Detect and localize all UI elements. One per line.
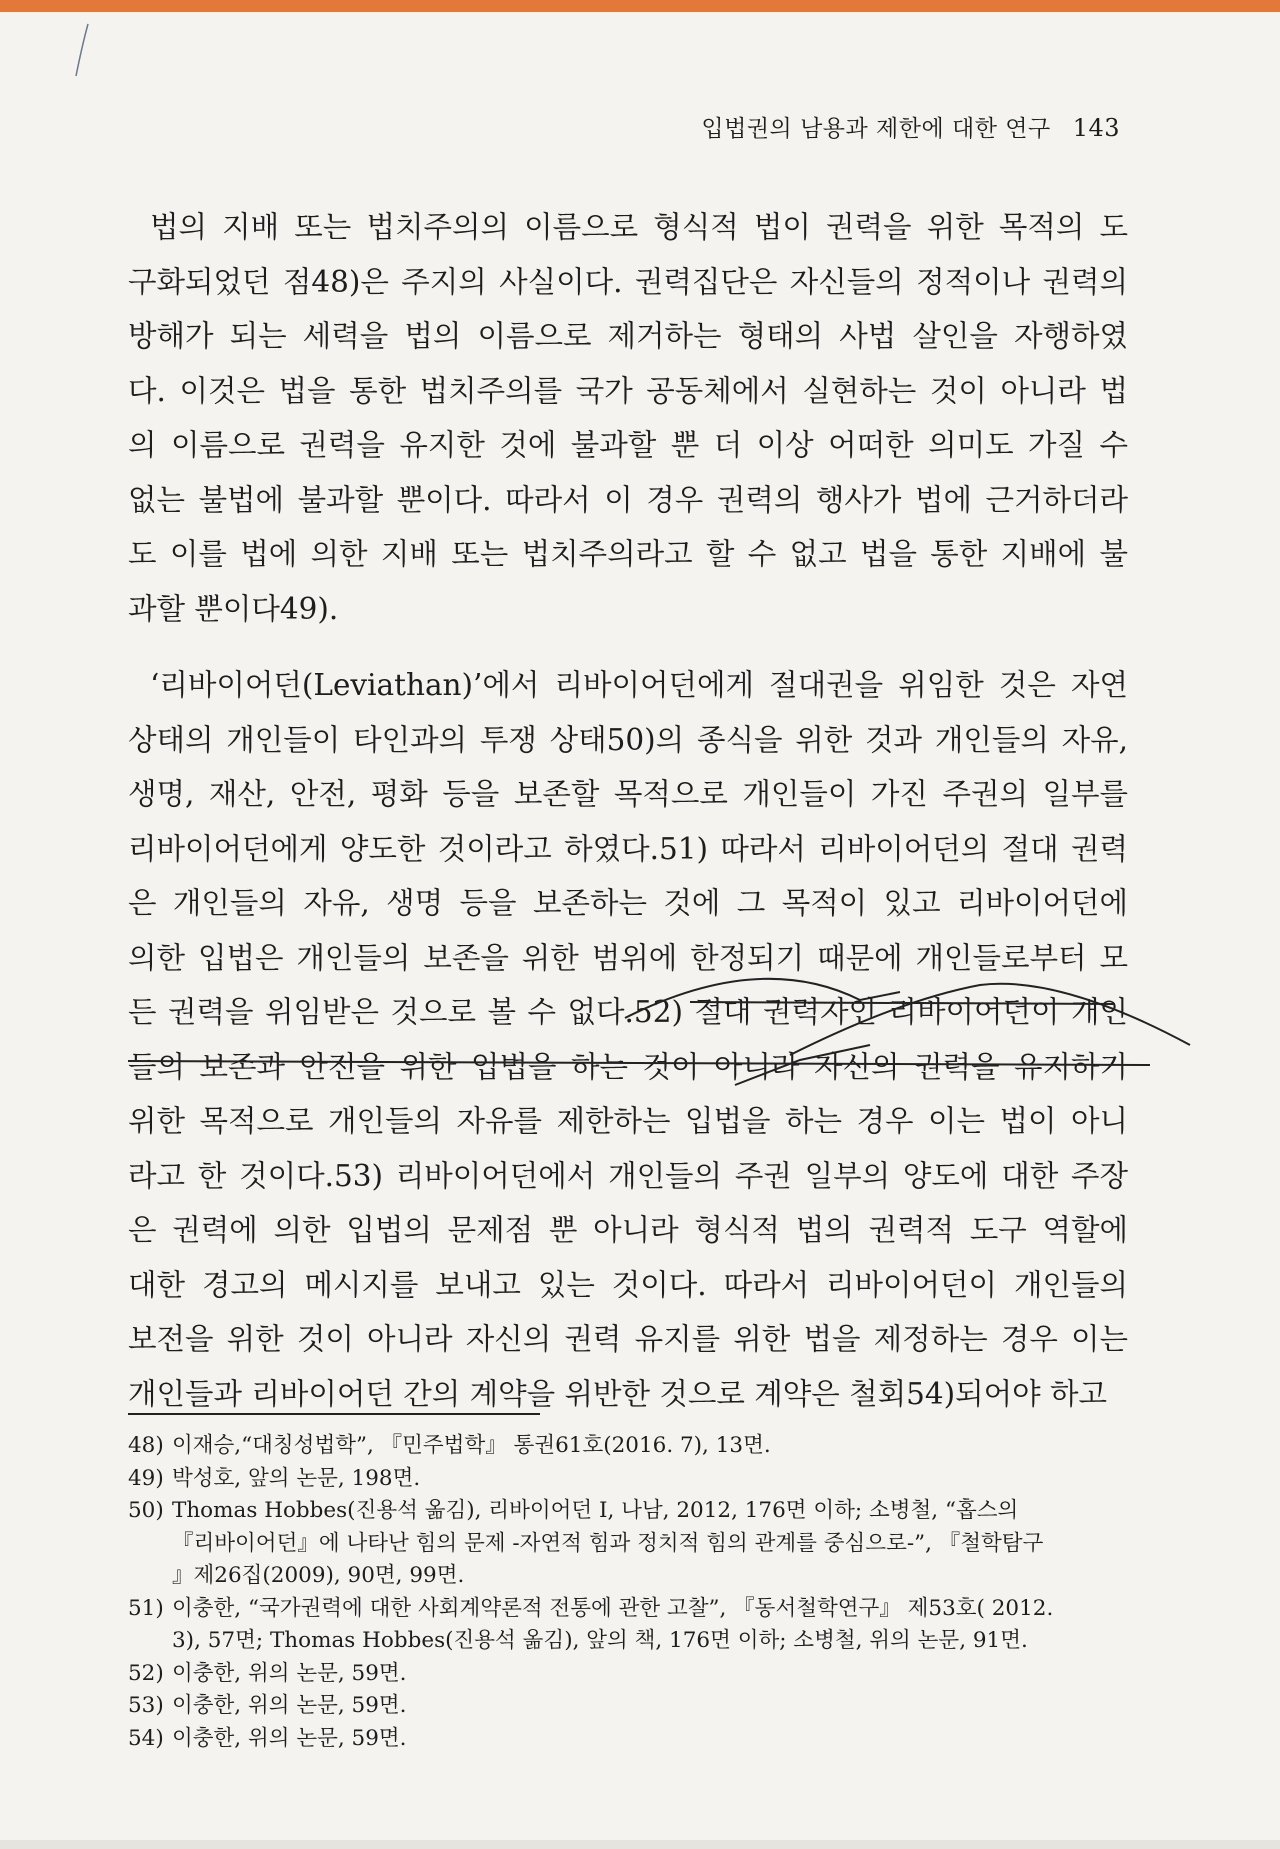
- footnote-text: [172, 1495, 1128, 1593]
- footnote-text: [172, 1658, 1128, 1691]
- footnote-number: 49): [128, 1465, 164, 1491]
- text-line: 의 이름으로 권력을 유지한 것에 불과할 뿐 더 이상 어떠한 의미도 가질 수: [128, 428, 1128, 462]
- footnotes: [128, 1430, 1128, 1755]
- text-line: ‘리바이어던(Leviathan)’에서 리바이어던에게 절대권을 위임한 것은 자연: [150, 668, 1128, 702]
- running-title: 입법권의 남용과 제한에 대한 연구: [701, 116, 1051, 142]
- text-line: 없는 불법에 불과할 뿐이다. 따라서 이 경우 권력의 행사가 법에 근거하더라: [128, 482, 1128, 517]
- text-line: 과할 뿐이다49).: [128, 591, 339, 626]
- footnote-number: 50): [128, 1498, 164, 1523]
- footnote-number: 54): [128, 1725, 164, 1751]
- footnote-line: 박성호, 앞의 논문, 198면.: [172, 1465, 421, 1491]
- footnote: [128, 1463, 1128, 1496]
- text-line: 다. 이것은 법을 통한 법치주의를 국가 공동체에서 실현하는 것이 아니라 법: [128, 373, 1128, 408]
- footnote-text: [172, 1690, 1128, 1723]
- text-line: 은 개인들의 자유, 생명 등을 보존하는 것에 그 목적이 있고 리바이어던에: [128, 886, 1128, 920]
- text-line: 법의 지배 또는 법치주의의 이름으로 형식적 법이 권력을 위한 목적의 도: [150, 210, 1128, 244]
- text-line: 생명, 재산, 안전, 평화 등을 보존할 목적으로 개인들이 가진 주권의 일부를: [128, 777, 1128, 811]
- text-line: 은 권력에 의한 입법의 문제점 뿐 아니라 형식적 법의 권력적 도구 역할에: [128, 1213, 1128, 1247]
- footnote-number: 48): [128, 1433, 164, 1458]
- page-top-edge: [0, 0, 1280, 12]
- page-number: 143: [1072, 114, 1120, 142]
- footnote-line: 이충한, “국가권력에 대한 사회계약론적 전통에 관한 고찰”, 『동서철학연구』 제53호( 2012.: [172, 1595, 1054, 1621]
- paragraph-gap: [128, 636, 1128, 658]
- text-line: 위한 목적으로 개인들의 자유를 제한하는 입법을 하는 경우 이는 법이 아니: [128, 1104, 1128, 1138]
- footnote: [128, 1690, 1128, 1723]
- footnote: [128, 1495, 1128, 1593]
- footnote-line: 이충한, 위의 논문, 59면.: [172, 1693, 407, 1718]
- footnote-number: 52): [128, 1660, 164, 1686]
- footnote-text: [172, 1723, 1128, 1756]
- footnote-line: 이재승,“대칭성법학”, 『민주법학』 통권61호(2016. 7), 13면.: [172, 1433, 771, 1458]
- text-line: 들의 보존과 안전을 위한 입법을 하는 것이 아니라 자신의 권력을 유지하기: [128, 1049, 1128, 1084]
- footnote-number: 53): [128, 1693, 164, 1718]
- text-line: 의한 입법은 개인들의 보존을 위한 범위에 한정되기 때문에 개인들로부터 모: [128, 940, 1128, 975]
- footnote-number: 51): [128, 1595, 164, 1621]
- text-line: 방해가 되는 세력을 법의 이름으로 제거하는 형태의 사법 살인을 자행하였: [128, 319, 1128, 353]
- text-line: 구화되었던 점48)은 주지의 사실이다. 권력집단은 자신들의 정적이나 권력의: [128, 264, 1128, 299]
- footnote-rule: [128, 1413, 540, 1415]
- text-line: 대한 경고의 메시지를 보내고 있는 것이다. 따라서 리바이어던이 개인들의: [128, 1267, 1128, 1302]
- footnote: [128, 1723, 1128, 1756]
- footnote-text: [172, 1430, 1128, 1463]
- paragraph-1: [128, 200, 1128, 636]
- text-line: 라고 한 것이다.53) 리바이어던에서 개인들의 주권 일부의 양도에 대한 주장: [128, 1158, 1128, 1193]
- footnote: [128, 1658, 1128, 1691]
- footnote-text: [172, 1593, 1128, 1658]
- footnote-text: [172, 1463, 1128, 1496]
- footnote-line: Thomas Hobbes(진용석 옮김), 리바이어던 I, 나남, 2012, 176면 이하; 소병철, “홉스의: [172, 1498, 1019, 1523]
- text-line: 리바이어던에게 양도한 것이라고 하였다.51) 따라서 리바이어던의 절대 권력: [128, 831, 1128, 866]
- text-line: 도 이를 법에 의한 지배 또는 법치주의라고 할 수 없고 법을 통한 지배에 불: [128, 537, 1128, 571]
- text-line: 보전을 위한 것이 아니라 자신의 권력 유지를 위한 법을 제정하는 경우 이는: [128, 1322, 1128, 1356]
- text-line: 상태의 개인들이 타인과의 투쟁 상태50)의 종식을 위한 것과 개인들의 자유,: [128, 722, 1128, 757]
- body-text: [128, 200, 1128, 1421]
- page-bottom-edge: [0, 1840, 1280, 1849]
- footnote-line: 『리바이어던』에 나타난 힘의 문제 -자연적 힘과 정치적 힘의 관계를 중심으로-”, 『철학탐구: [172, 1530, 1044, 1556]
- footnote: [128, 1430, 1128, 1463]
- pen-mark: [70, 20, 100, 80]
- paragraph-2: [128, 658, 1128, 1421]
- footnote-line: 이충한, 위의 논문, 59면.: [172, 1660, 407, 1686]
- running-head: [701, 110, 1120, 143]
- footnote-line: 이충한, 위의 논문, 59면.: [172, 1725, 407, 1751]
- footnote-line: 3), 57면; Thomas Hobbes(진용석 옮김), 앞의 책, 176면 이하; 소병철, 위의 논문, 91면.: [172, 1628, 1028, 1653]
- text-line: 든 권력을 위임받은 것으로 볼 수 없다.52) 절대 권력자인 리바이어던이 개인: [128, 995, 1128, 1029]
- footnote-line: 』제26집(2009), 90면, 99면.: [172, 1563, 465, 1588]
- footnote: [128, 1593, 1128, 1658]
- text-line: 개인들과 리바이어던 간의 계약을 위반한 것으로 계약은 철회54)되어야 하고: [128, 1376, 1107, 1411]
